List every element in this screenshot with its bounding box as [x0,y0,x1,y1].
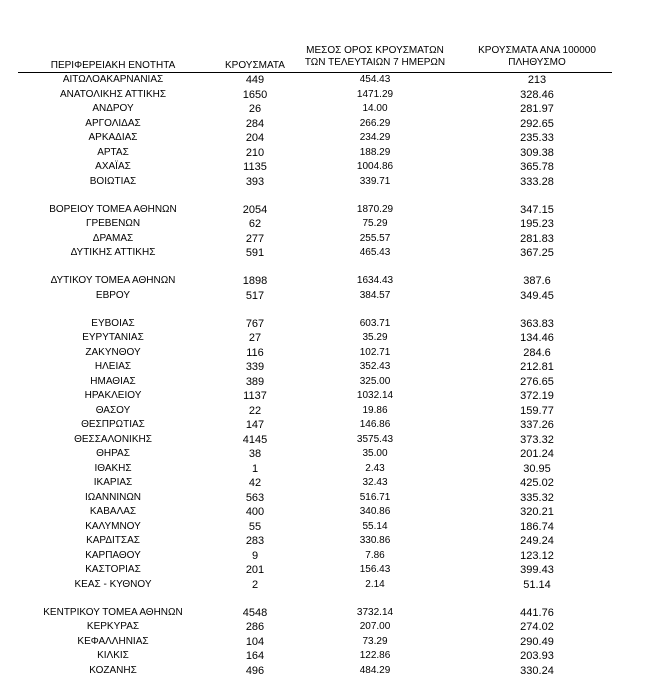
cell-avg-7day: 3575.43 [356,433,394,445]
cell-region-name: ΗΡΑΚΛΕΙΟΥ [84,390,142,401]
cell-per-100k: 309.38 [520,146,554,159]
cell-region-name: ΚΕΦΑΛΛΗΝΙΑΣ [77,635,149,647]
cell-cases: 164 [245,650,265,662]
cell-cases: 55 [248,520,262,533]
header-7day-average-line1: ΜΕΣΟΣ ΟΡΟΣ ΚΡΟΥΣΜΑΤΩΝ [306,45,444,56]
cell-per-100k: 235.33 [520,132,554,144]
cell-per-100k: 195.23 [520,218,554,230]
cell-cases: 389 [245,375,265,388]
cell-cases: 26 [248,103,262,115]
cell-cases: 496 [245,664,265,677]
table-row [0,317,646,331]
cell-region-name: ΑΡΚΑΔΙΑΣ [88,132,138,143]
table-row [0,146,646,160]
cell-avg-7day: 1634.43 [356,275,394,286]
cell-region-name: ΙΚΑΡΙΑΣ [93,477,133,488]
cell-avg-7day: 156.43 [359,564,391,575]
cell-avg-7day: 325.00 [359,375,391,387]
cell-region-name: ΚΑΣΤΟΡΙΑΣ [85,564,141,575]
table-row [0,117,646,131]
cell-cases: 42 [248,477,262,489]
cell-cases: 2054 [242,203,268,216]
table-row [0,404,646,418]
cell-cases: 62 [248,218,262,230]
cell-avg-7day: 1032.14 [356,390,394,401]
cell-per-100k: 30.95 [523,462,551,475]
cell-avg-7day: 255.57 [359,232,391,244]
cell-cases: 400 [245,506,265,518]
cell-per-100k: 212.81 [520,361,554,373]
cell-avg-7day: 603.71 [359,317,391,329]
table-row [0,447,646,461]
cell-per-100k: 159.77 [520,404,554,417]
cell-region-name: ΓΡΕΒΕΝΩΝ [85,218,141,229]
cell-avg-7day: 73.29 [362,635,388,647]
cell-per-100k: 373.32 [520,433,554,446]
cell-region-name: ΒΟΡΕΙΟΥ ΤΟΜΕΑ ΑΘΗΝΩΝ [49,203,177,215]
cell-cases: 339 [245,361,265,373]
cell-cases: 283 [245,535,265,547]
cell-avg-7day: 188.29 [359,146,391,158]
cell-region-name: ΚΑΡΔΙΤΣΑΣ [86,535,140,546]
cell-region-name: ΖΑΚΥΝΘΟΥ [85,346,141,358]
cell-per-100k: 372.19 [520,390,554,402]
cell-per-100k: 335.32 [520,491,554,504]
table-row [0,246,646,260]
cell-region-name: ΚΑΛΥΜΝΟΥ [85,520,141,532]
cell-cases: 116 [246,346,264,359]
cell-per-100k: 330.24 [520,664,554,677]
cell-region-name: ΑΡΤΑΣ [97,146,129,158]
cell-cases: 517 [245,289,265,302]
cell-per-100k: 425.02 [520,477,554,489]
cell-cases: 2 [251,578,259,591]
cell-region-name: ΕΥΒΟΙΑΣ [91,317,135,329]
table-row [0,505,646,519]
cell-avg-7day: 234.29 [359,132,391,143]
cell-avg-7day: 207.00 [359,621,391,632]
cell-cases: 4548 [242,606,268,619]
cell-cases: 767 [245,317,265,330]
cell-region-name: ΚΕΑΣ - ΚΥΘΝΟΥ [74,578,152,590]
cell-avg-7day: 19.86 [362,404,388,416]
table-row [0,232,646,246]
cell-per-100k: 249.24 [520,535,554,547]
table-row [0,635,646,649]
cell-avg-7day: 14.00 [362,103,388,114]
cell-region-name: ΔΥΤΙΚΗΣ ΑΤΤΙΚΗΣ [70,247,156,258]
cell-region-name: ΚΕΝΤΡΙΚΟΥ ΤΟΜΕΑ ΑΘΗΝΩΝ [43,606,183,618]
cell-region-name: ΚΑΒΑΛΑΣ [89,506,137,517]
cell-avg-7day: 2.43 [365,462,385,474]
cell-per-100k: 399.43 [520,564,554,576]
cell-avg-7day: 122.86 [359,650,391,661]
cell-per-100k: 274.02 [520,621,554,633]
cell-cases: 563 [245,491,265,504]
cell-per-100k: 320.21 [520,506,554,518]
cell-per-100k: 290.49 [520,635,554,648]
table-row [0,102,646,116]
cell-avg-7day: 1004.86 [356,161,394,172]
cell-region-name: ΚΟΖΑΝΗΣ [89,664,137,676]
table-row [0,175,646,189]
cell-avg-7day: 330.86 [359,535,391,546]
cell-region-name: ΗΛΕΙΑΣ [94,361,132,372]
cell-region-name: ΑΝΑΤΟΛΙΚΗΣ ΑΤΤΙΚΗΣ [59,88,167,100]
cell-per-100k: 387.6 [523,275,551,287]
cell-region-name: ΘΕΣΠΡΩΤΙΑΣ [81,419,145,430]
table-row [0,649,646,663]
table-row [0,606,646,620]
cell-cases: 1137 [243,390,267,402]
cell-avg-7day: 35.29 [362,332,388,343]
table-row [0,203,646,217]
table-row [0,534,646,548]
cell-avg-7day: 484.29 [359,664,391,676]
table-row [0,462,646,476]
cell-per-100k: 276.65 [520,375,554,388]
cell-region-name: ΘΑΣΟΥ [95,404,131,416]
cell-cases: 204 [245,132,265,144]
table-row [0,274,646,288]
cell-avg-7day: 465.43 [359,247,391,258]
cell-region-name: ΘΗΡΑΣ [96,448,130,459]
cell-cases: 1898 [242,275,268,287]
cell-per-100k: 363.83 [520,317,554,330]
cell-cases: 1650 [242,88,268,101]
cell-cases: 4145 [242,433,268,446]
cell-avg-7day: 454.43 [359,74,391,85]
table-row [0,360,646,374]
cell-avg-7day: 55.14 [362,520,388,532]
table-row [0,433,646,447]
cell-per-100k: 328.46 [520,88,554,101]
cell-per-100k: 367.25 [520,247,554,259]
header-cases: ΚΡΟΥΣΜΑΤΑ [225,60,285,71]
header-region: ΠΕΡΙΦΕΡΕΙΑΚΗ ΕΝΟΤΗΤΑ [50,60,176,71]
cell-cases: 393 [245,175,265,188]
cell-cases: 591 [245,247,265,259]
cell-region-name: ΙΘΑΚΗΣ [94,462,132,474]
cell-region-name: ΑΧΑΪΑΣ [95,161,131,172]
cell-cases: 277 [245,232,265,245]
table-row [0,563,646,577]
table-row [0,289,646,303]
cell-cases: 201 [245,564,265,576]
cell-avg-7day: 339.71 [359,175,391,187]
cell-avg-7day: 340.86 [359,506,391,517]
cell-cases: 27 [248,332,262,344]
cell-avg-7day: 1870.29 [356,203,394,215]
cell-region-name: ΔΡΑΜΑΣ [92,232,134,244]
cell-region-name: ΙΩΑΝΝΙΝΩΝ [84,491,142,503]
table-row [0,73,646,87]
cell-cases: 284 [245,117,265,130]
table-row [0,131,646,145]
cell-region-name: ΑΙΤΩΛΟΑΚΑΡΝΑΝΙΑΣ [62,74,164,85]
cell-avg-7day: 7.86 [365,549,385,561]
cell-cases: 286 [245,621,265,633]
cell-per-100k: 365.78 [520,161,554,173]
table-row [0,476,646,490]
table-row [0,331,646,345]
cell-avg-7day: 266.29 [359,117,391,129]
table-row [0,491,646,505]
table-row [0,549,646,563]
table-row [0,418,646,432]
table-row [0,520,646,534]
cell-avg-7day: 2.14 [365,578,385,590]
cell-avg-7day: 3732.14 [356,606,394,618]
cell-per-100k: 51.14 [523,578,551,591]
cell-avg-7day: 516.71 [359,491,391,503]
cell-cases: 1135 [243,161,267,173]
table-row [0,389,646,403]
cell-cases: 449 [245,74,265,86]
cell-avg-7day: 352.43 [359,361,391,372]
cell-cases: 38 [248,448,262,460]
header-cases-per-100k-line1: ΚΡΟΥΣΜΑΤΑ ΑΝΑ 100000 [478,45,596,56]
cell-cases: 104 [245,635,265,648]
cell-region-name: ΚΙΛΚΙΣ [97,650,129,661]
cell-per-100k: 281.97 [520,103,554,115]
cell-region-name: ΘΕΣΣΑΛΟΝΙΚΗΣ [74,433,152,445]
cell-cases: 1 [251,462,259,475]
cell-per-100k: 441.76 [520,606,554,619]
cell-per-100k: 186.74 [520,520,554,533]
cell-per-100k: 292.65 [520,117,554,130]
cell-region-name: ΑΡΓΟΛΙΔΑΣ [85,117,141,129]
table-row [0,346,646,360]
cell-per-100k: 349.45 [520,289,554,302]
cell-cases: 22 [248,404,262,417]
cell-per-100k: 284.6 [523,346,551,359]
cell-per-100k: 333.28 [520,175,554,188]
table-row [0,375,646,389]
cell-per-100k: 337.26 [520,419,554,431]
table-row [0,88,646,102]
cell-cases: 210 [245,146,265,159]
cell-per-100k: 281.83 [520,232,554,245]
cell-avg-7day: 102.71 [359,346,391,358]
cell-per-100k: 201.24 [520,448,554,460]
cell-region-name: ΑΝΔΡΟΥ [92,103,134,114]
cell-region-name: ΕΒΡΟΥ [95,289,131,301]
cell-per-100k: 213 [527,74,547,86]
table-row [0,160,646,174]
table-row [0,578,646,592]
table-row [0,664,646,678]
cell-cases: 147 [245,419,265,431]
cell-per-100k: 123.12 [520,549,554,562]
cell-per-100k: 203.93 [520,650,554,662]
cell-region-name: ΚΕΡΚΥΡΑΣ [86,621,140,632]
cell-region-name: ΚΑΡΠΑΘΟΥ [85,549,141,561]
cell-avg-7day: 384.57 [359,289,391,301]
cell-region-name: ΒΟΙΩΤΙΑΣ [89,175,137,187]
cell-per-100k: 134.46 [520,332,554,344]
cell-cases: 9 [251,549,259,562]
cell-region-name: ΕΥΡΥΤΑΝΙΑΣ [82,332,144,343]
cell-region-name: ΔΥΤΙΚΟΥ ΤΟΜΕΑ ΑΘΗΝΩΝ [50,275,176,286]
cell-per-100k: 347.15 [520,203,554,216]
header-7day-average-line2: ΤΩΝ ΤΕΛΕΥΤΑΙΩΝ 7 ΗΜΕΡΩΝ [304,57,446,68]
cell-region-name: ΗΜΑΘΙΑΣ [90,375,136,387]
header-cases-per-100k-line2: ΠΛΗΘΥΣΜΟ [508,57,566,68]
cell-avg-7day: 1471.29 [356,88,394,100]
cell-avg-7day: 32.43 [362,477,388,488]
table-row [0,620,646,634]
table-row [0,217,646,231]
cell-avg-7day: 35.00 [362,448,388,459]
cell-avg-7day: 75.29 [362,218,388,229]
cell-avg-7day: 146.86 [359,419,391,430]
